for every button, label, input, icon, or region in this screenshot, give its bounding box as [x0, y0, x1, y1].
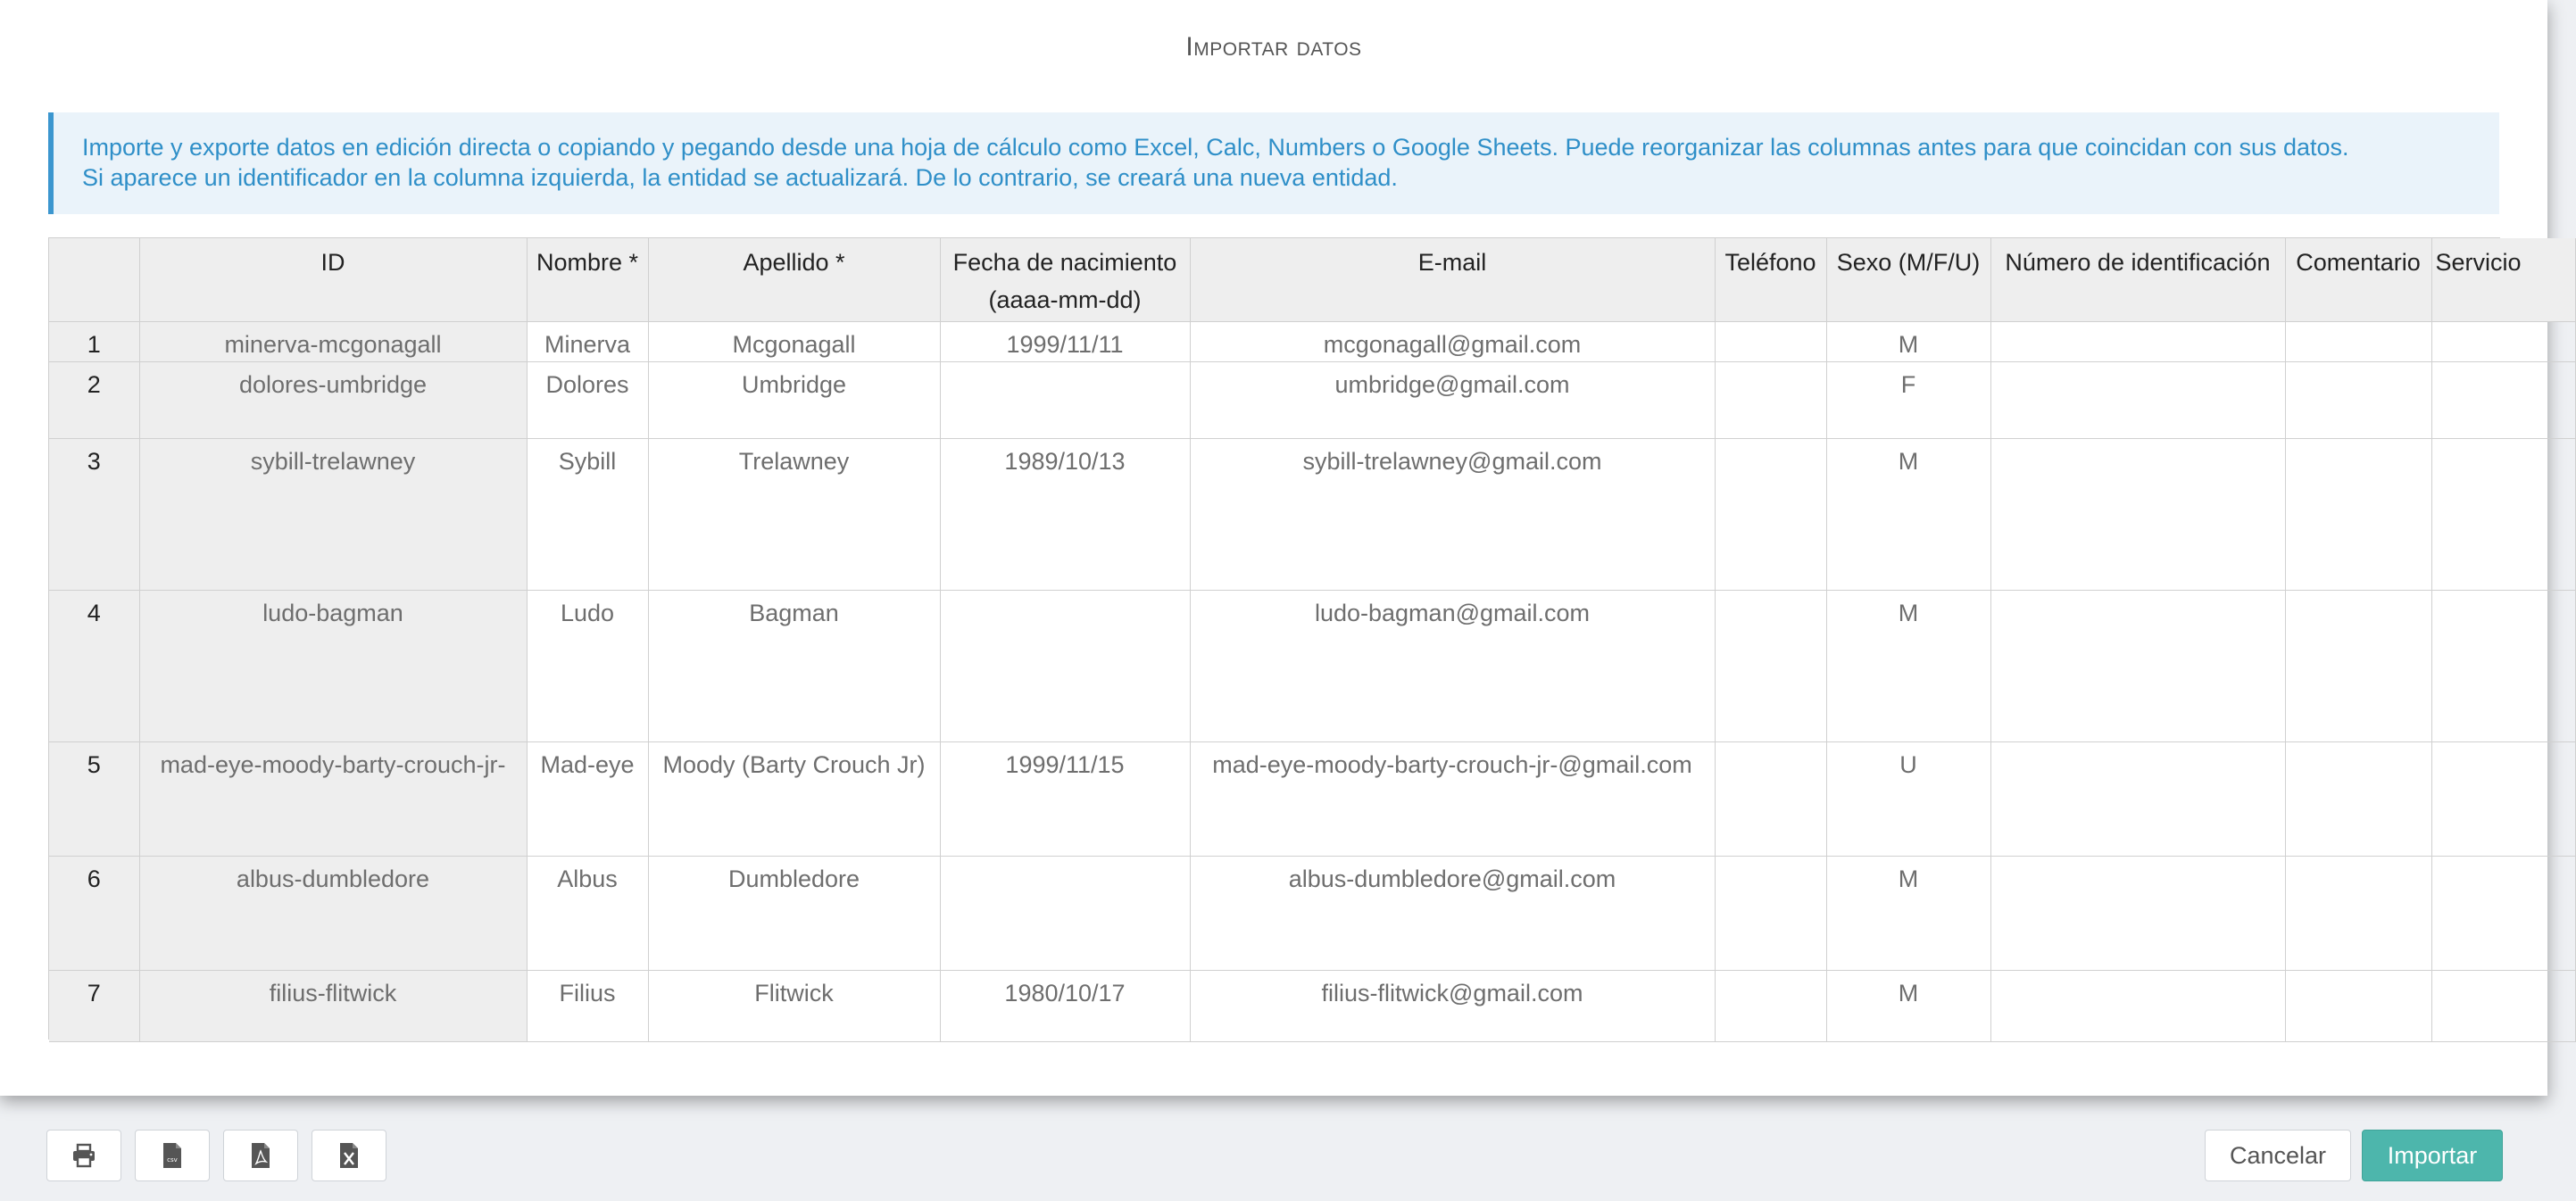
sexo-cell[interactable]: M — [1826, 970, 1990, 1041]
apellido-cell[interactable]: Moody (Barty Crouch Jr) — [648, 741, 940, 856]
telefono-cell[interactable] — [1715, 321, 1826, 361]
fecha-cell[interactable]: 1980/10/17 — [940, 970, 1190, 1041]
email-cell[interactable]: albus-dumbledore@gmail.com — [1190, 856, 1715, 970]
servicio-cell[interactable] — [2431, 438, 2575, 590]
comentario-cell[interactable] — [2285, 970, 2431, 1041]
email-cell[interactable]: mcgonagall@gmail.com — [1190, 321, 1715, 361]
numero-cell[interactable] — [1990, 361, 2285, 438]
telefono-cell[interactable] — [1715, 361, 1826, 438]
header-fecha-line1: Fecha de nacimiento — [952, 249, 1177, 276]
id-cell[interactable]: albus-dumbledore — [139, 856, 527, 970]
apellido-cell[interactable]: Trelawney — [648, 438, 940, 590]
export-pdf-button[interactable] — [223, 1130, 298, 1181]
dialog-title: Importar datos — [1185, 32, 1362, 62]
id-cell[interactable]: minerva-mcgonagall — [139, 321, 527, 361]
info-text-line-2: Si aparece un identificador en la columna izquierda, la entidad se actualizará. De lo contrario, se creará una nueva entidad. — [82, 164, 1398, 191]
telefono-cell[interactable] — [1715, 856, 1826, 970]
csv-file-icon — [162, 1142, 183, 1169]
comentario-cell[interactable] — [2285, 321, 2431, 361]
comentario-cell[interactable] — [2285, 361, 2431, 438]
sexo-cell[interactable]: M — [1826, 321, 1990, 361]
table-row — [49, 321, 2575, 361]
table-row — [49, 361, 2575, 438]
header-row — [49, 238, 2575, 321]
apellido-cell[interactable]: Dumbledore — [648, 856, 940, 970]
row-number-cell[interactable]: 5 — [49, 741, 139, 856]
header-email[interactable]: E-mail — [1190, 238, 1715, 321]
header-rownum — [49, 238, 139, 321]
pdf-file-icon — [250, 1142, 271, 1169]
nombre-cell[interactable]: Dolores — [527, 361, 648, 438]
numero-cell[interactable] — [1990, 741, 2285, 856]
cancel-button[interactable]: Cancelar — [2205, 1130, 2351, 1181]
comentario-cell[interactable] — [2285, 856, 2431, 970]
nombre-cell[interactable]: Albus — [527, 856, 648, 970]
nombre-cell[interactable]: Minerva — [527, 321, 648, 361]
telefono-cell[interactable] — [1715, 590, 1826, 741]
row-number-cell[interactable]: 7 — [49, 970, 139, 1041]
header-fecha-line2: (aaaa-mm-dd) — [988, 286, 1142, 313]
table-row — [49, 438, 2575, 590]
row-number-cell[interactable]: 4 — [49, 590, 139, 741]
apellido-cell[interactable]: Mcgonagall — [648, 321, 940, 361]
id-cell[interactable]: ludo-bagman — [139, 590, 527, 741]
numero-cell[interactable] — [1990, 590, 2285, 741]
header-telefono[interactable]: Teléfono — [1715, 238, 1826, 321]
info-text-line-1: Importe y exporte datos en edición directa o copiando y pegando desde una hoja de cálculo como Excel, Calc, Numbers o Google Sheets. Puede reorganizar las columnas antes para que coincidan con sus datos. — [82, 134, 2349, 161]
fecha-cell[interactable] — [940, 856, 1190, 970]
fecha-cell[interactable] — [940, 361, 1190, 438]
email-cell[interactable]: mad-eye-moody-barty-crouch-jr-@gmail.com — [1190, 741, 1715, 856]
servicio-cell[interactable] — [2431, 321, 2575, 361]
id-cell[interactable]: sybill-trelawney — [139, 438, 527, 590]
servicio-cell[interactable] — [2431, 970, 2575, 1041]
fecha-cell[interactable]: 1999/11/11 — [940, 321, 1190, 361]
id-cell[interactable]: dolores-umbridge — [139, 361, 527, 438]
sexo-cell[interactable]: U — [1826, 741, 1990, 856]
svg-text:csv: csv — [167, 1156, 178, 1164]
nombre-cell[interactable]: Sybill — [527, 438, 648, 590]
fecha-cell[interactable]: 1989/10/13 — [940, 438, 1190, 590]
header-nombre[interactable]: Nombre * — [527, 238, 648, 321]
row-number-cell[interactable]: 3 — [49, 438, 139, 590]
apellido-cell[interactable]: Flitwick — [648, 970, 940, 1041]
servicio-cell[interactable] — [2431, 741, 2575, 856]
numero-cell[interactable] — [1990, 970, 2285, 1041]
comentario-cell[interactable] — [2285, 741, 2431, 856]
id-cell[interactable]: mad-eye-moody-barty-crouch-jr- — [139, 741, 527, 856]
row-number-cell[interactable]: 6 — [49, 856, 139, 970]
info-banner — [48, 112, 2499, 214]
telefono-cell[interactable] — [1715, 970, 1826, 1041]
header-fecha[interactable] — [940, 238, 1190, 321]
numero-cell[interactable] — [1990, 321, 2285, 361]
export-excel-button[interactable] — [312, 1130, 386, 1181]
email-cell[interactable]: umbridge@gmail.com — [1190, 361, 1715, 438]
table-row — [49, 590, 2575, 741]
row-number-cell[interactable]: 2 — [49, 361, 139, 438]
nombre-cell[interactable]: Mad-eye — [527, 741, 648, 856]
table-row — [49, 856, 2575, 970]
export-csv-button[interactable] — [135, 1130, 210, 1181]
id-cell[interactable]: filius-flitwick — [139, 970, 527, 1041]
table-row — [49, 970, 2575, 1041]
servicio-cell[interactable] — [2431, 856, 2575, 970]
print-button[interactable] — [46, 1130, 121, 1181]
header-apellido[interactable]: Apellido * — [648, 238, 940, 321]
header-sexo[interactable]: Sexo (M/F/U) — [1826, 238, 1990, 321]
servicio-cell[interactable] — [2431, 361, 2575, 438]
email-cell[interactable]: filius-flitwick@gmail.com — [1190, 970, 1715, 1041]
sexo-cell[interactable]: M — [1826, 590, 1990, 741]
comentario-cell[interactable] — [2285, 590, 2431, 741]
apellido-cell[interactable]: Umbridge — [648, 361, 940, 438]
nombre-cell[interactable]: Ludo — [527, 590, 648, 741]
servicio-cell[interactable] — [2431, 590, 2575, 741]
header-id[interactable]: ID — [139, 238, 527, 321]
header-comentario[interactable]: Comentario — [2285, 238, 2431, 321]
email-cell[interactable]: sybill-trelawney@gmail.com — [1190, 438, 1715, 590]
nombre-cell[interactable]: Filius — [527, 970, 648, 1041]
sexo-cell[interactable]: M — [1826, 438, 1990, 590]
sexo-cell[interactable]: M — [1826, 856, 1990, 970]
fecha-cell[interactable]: 1999/11/15 — [940, 741, 1190, 856]
print-icon — [71, 1142, 97, 1169]
excel-file-icon — [338, 1142, 360, 1169]
telefono-cell[interactable] — [1715, 438, 1826, 590]
row-number-cell[interactable]: 1 — [49, 321, 139, 361]
sexo-cell[interactable]: F — [1826, 361, 1990, 438]
table-row — [49, 741, 2575, 856]
comentario-cell[interactable] — [2285, 438, 2431, 590]
header-numero[interactable]: Número de identificación — [1990, 238, 2285, 321]
data-grid[interactable] — [48, 237, 2522, 1039]
telefono-cell[interactable] — [1715, 741, 1826, 856]
data-table — [49, 238, 2576, 1042]
email-cell[interactable]: ludo-bagman@gmail.com — [1190, 590, 1715, 741]
fecha-cell[interactable] — [940, 590, 1190, 741]
apellido-cell[interactable]: Bagman — [648, 590, 940, 741]
numero-cell[interactable] — [1990, 856, 2285, 970]
numero-cell[interactable] — [1990, 438, 2285, 590]
import-button[interactable]: Importar — [2362, 1130, 2503, 1181]
header-servicio[interactable]: Servicio — [2431, 238, 2575, 321]
